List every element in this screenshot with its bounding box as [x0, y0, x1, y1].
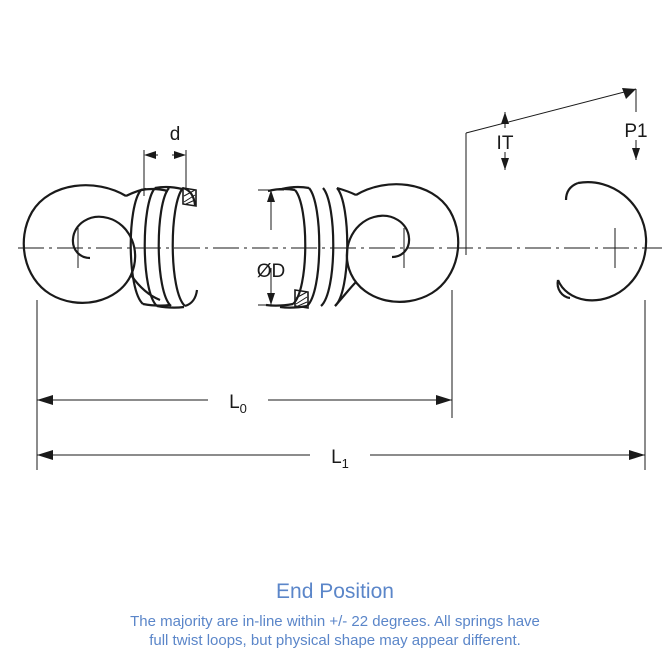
right-end-loop — [347, 184, 458, 302]
caption-line-2: full twist loops, but physical shape may appear different. — [149, 632, 521, 649]
label-p1: P1 — [624, 121, 648, 142]
left-end-loop — [24, 185, 135, 303]
caption-title: End Position — [276, 580, 394, 603]
label-wire-diameter: d — [169, 124, 181, 145]
right-coil-pack — [266, 187, 356, 308]
dim-extended-length — [37, 300, 645, 471]
dim-free-length — [37, 290, 452, 418]
end-position-hook — [558, 182, 646, 300]
dim-wire-diameter — [144, 124, 186, 196]
label-initial-tension: IT — [496, 133, 514, 154]
label-free-length: $L_0$ — [229, 392, 247, 416]
label-extended-length: $L_1$ — [331, 447, 349, 471]
dim-p1 — [624, 89, 647, 160]
label-outer-diameter: ØD — [256, 261, 286, 282]
caption-body — [0, 612, 670, 650]
dim-initial-tension — [466, 88, 636, 255]
caption-line-1: The majority are in-line within +/- 22 degrees. All springs have — [130, 613, 540, 630]
